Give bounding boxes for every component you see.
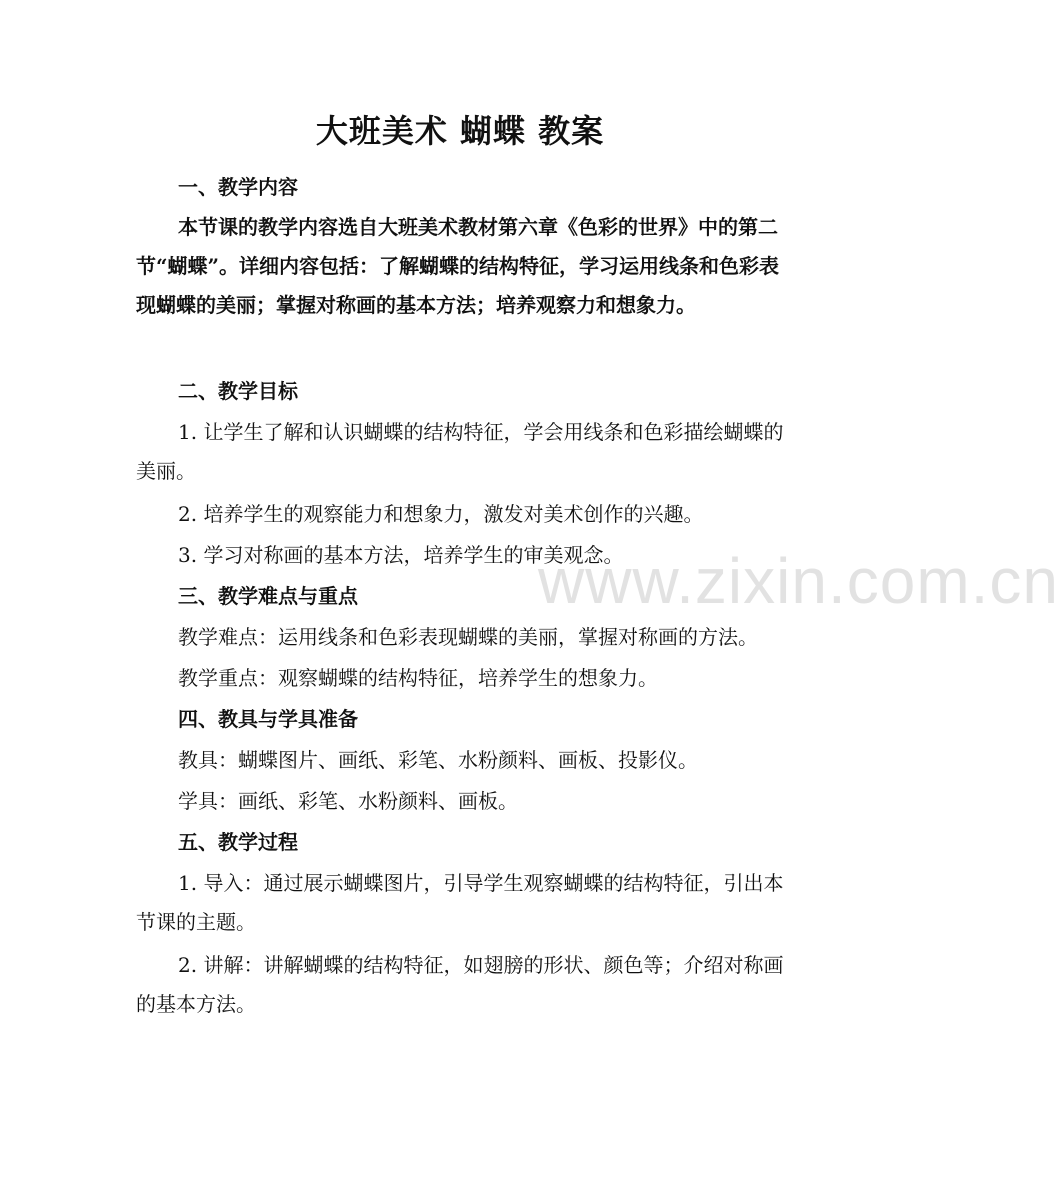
process-item-1: 1. 导入：通过展示蝴蝶图片，引导学生观察蝴蝶的结构特征，引出本节课的主题。 [136, 871, 784, 934]
document-title: 大班美术 蝴蝶 教案 [315, 112, 605, 150]
difficulty-text: 教学难点：运用线条和色彩表现蝴蝶的美丽，掌握对称画的方法。 [178, 625, 758, 649]
goal-item-1: 1. 让学生了解和认识蝴蝶的结构特征，学会用线条和色彩描绘蝴蝶的美丽。 [136, 420, 784, 483]
process-item-2: 2. 讲解：讲解蝴蝶的结构特征，如翅膀的形状、颜色等；介绍对称画的基本方法。 [136, 953, 784, 1016]
goal-item-3: 3. 学习对称画的基本方法，培养学生的审美观念。 [178, 543, 624, 567]
section-heading-goals: 二、教学目标 [178, 379, 298, 403]
section-heading-process: 五、教学过程 [178, 830, 298, 854]
section-heading-difficulty: 三、教学难点与重点 [178, 584, 358, 608]
section-heading-materials: 四、教具与学具准备 [178, 707, 358, 731]
goal-item-2: 2. 培养学生的观察能力和想象力，激发对美术创作的兴趣。 [178, 502, 704, 526]
student-materials-text: 学具：画纸、彩笔、水粉颜料、画板。 [178, 789, 518, 813]
teacher-materials-text: 教具：蝴蝶图片、画纸、彩笔、水粉颜料、画板、投影仪。 [178, 748, 698, 772]
watermark: www.zixin.com.cn [538, 545, 1059, 617]
section-heading-content: 一、教学内容 [178, 175, 298, 199]
key-point-text: 教学重点：观察蝴蝶的结构特征，培养学生的想象力。 [178, 666, 658, 690]
section-content-paragraph: 本节课的教学内容选自大班美术教材第六章《色彩的世界》中的第二节“蝴蝶”。详细内容包括：了解蝴蝶的结构特征，学习运用线条和色彩表现蝴蝶的美丽；掌握对称画的基本方法；培养观察力和想象力。 [136, 215, 780, 317]
